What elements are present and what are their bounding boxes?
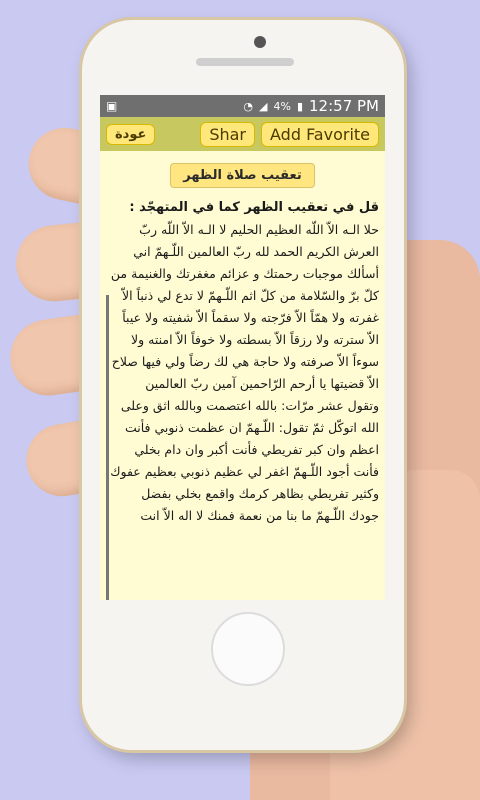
status-bar: [100, 95, 385, 117]
home-button[interactable]: [211, 612, 285, 686]
add-favorite-button[interactable]: Add Favorite: [261, 122, 379, 147]
vertical-scrollbar[interactable]: [106, 295, 109, 600]
gallery-icon: ▣: [106, 99, 118, 113]
app-toolbar: [100, 117, 385, 151]
back-button[interactable]: عودة: [106, 124, 155, 145]
paragraph-1: حلا الـه الاّ اللّه العظيم الحليم لا الـه الاّ اللّه ربّ العرش الكريم الحمد لله ربّ العالمين اللّـهمّ اني أسألك موجبات رحمتك و عزائم مغفرتك والغنيمة من كلّ برّ والسّلامة من كلّ اثم اللّـهمّ لا تدع لي ذنباً الاّ غفرته ولا همّاً الاّ فرّجته ولا سقماً الاّ شفيته ولا عيباً الاّ سترته ولا رزقاً الاّ بسطته ولا خوفاً الاّ امنته ولا سوءاً الاّ صرفته ولا حاجة هي لك رضاً ولي فيها صلاح الاّ قضيتها يا أرحم الرّاحمين آمين ربّ العالمين: [110, 222, 379, 391]
battery-icon: ▮: [296, 99, 304, 113]
prayer-text[interactable]: [110, 200, 379, 600]
page-title: تعقيب صلاة الظهر: [170, 163, 314, 188]
battery-percent: 4%: [273, 99, 291, 113]
clock: 12:57 PM: [309, 97, 379, 115]
paragraph-2: وتقول عشر مرّات: بالله اعتصمت وبالله اثق وعلى الله اتوكّل ثمّ تقول: اللّـهمّ ان عظمت ذنوبي فأنت اعظم وان كبر تفريطي فأنت أكبر وان دام بخلي فأنت أجود اللّـهمّ اغفر لي عظيم ذنوبي بعظيم عفوك وكثير تفريطي بظاهر كرمك واقمع بخلي بفضل جودك اللّـهمّ ما بنا من نعمة فمنك لا اله الاّ انت: [110, 398, 379, 523]
text-heading: قل في تعقيب الظّهر كما في المتهجّد :: [129, 200, 379, 215]
app-screen: [100, 95, 385, 600]
front-camera: [254, 36, 266, 48]
share-button[interactable]: Shar: [200, 122, 255, 147]
signal-icon: ◢: [259, 99, 268, 113]
earpiece-speaker: [196, 58, 294, 66]
wifi-icon: ◔: [243, 99, 254, 113]
